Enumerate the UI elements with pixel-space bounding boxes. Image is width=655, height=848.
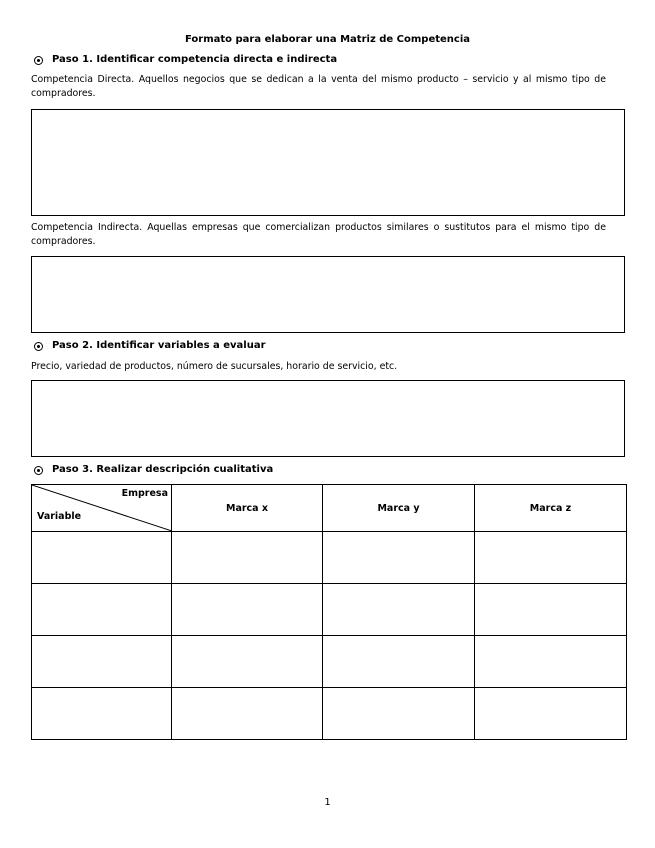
step-1-heading (34, 53, 337, 67)
table-row (32, 636, 627, 688)
table-cell[interactable] (32, 636, 172, 688)
step-1-heading-text: Paso 1. Identificar competencia directa e indirecta (52, 54, 338, 65)
variables-text: Precio, variedad de productos, número de sucursales, horario de servicio, etc. (31, 361, 398, 372)
step-3-heading (34, 463, 273, 477)
table-cell[interactable] (172, 688, 323, 740)
table-cell[interactable] (323, 688, 475, 740)
column-header-marca-z: Marca z (475, 485, 627, 532)
indirect-competition-text: Competencia Indirecta. Aquellas empresas que comercializan productos similares o sustitutos para el mismo tipo de compradores. (31, 222, 606, 247)
table-cell[interactable] (172, 584, 323, 636)
table-cell[interactable] (172, 636, 323, 688)
table-row (32, 584, 627, 636)
radio-bullet-icon (34, 466, 43, 475)
competition-matrix (31, 484, 627, 740)
radio-bullet-icon (34, 342, 43, 351)
table-cell[interactable] (32, 532, 172, 584)
corner-label-variable: Variable (37, 511, 82, 522)
column-header-marca-y: Marca y (323, 485, 475, 532)
radio-bullet-icon (34, 56, 43, 65)
matrix-header-row (32, 485, 627, 532)
table-cell[interactable] (32, 584, 172, 636)
direct-competition-box[interactable] (31, 109, 625, 216)
variables-box[interactable] (31, 380, 625, 457)
table-cell[interactable] (172, 532, 323, 584)
matrix-corner-cell (32, 485, 172, 532)
table-cell[interactable] (323, 636, 475, 688)
document-title: Formato para elaborar una Matriz de Competencia (184, 34, 471, 45)
column-header-marca-x: Marca x (172, 485, 323, 532)
table-cell[interactable] (323, 532, 475, 584)
table-row (32, 532, 627, 584)
step-2-heading-text: Paso 2. Identificar variables a evaluar (52, 340, 266, 351)
table-cell[interactable] (475, 636, 627, 688)
table-cell[interactable] (475, 584, 627, 636)
table-cell[interactable] (475, 532, 627, 584)
corner-label-empresa: Empresa (121, 488, 168, 499)
direct-competition-text: Competencia Directa. Aquellos negocios que se dedican a la venta del mismo producto – servicio y al mismo tipo de compradores. (31, 74, 606, 99)
step-3-heading-text: Paso 3. Realizar descripción cualitativa (52, 464, 274, 475)
table-cell[interactable] (323, 584, 475, 636)
table-row (32, 688, 627, 740)
table-cell[interactable] (475, 688, 627, 740)
table-cell[interactable] (32, 688, 172, 740)
page-number: 1 (324, 797, 331, 808)
step-2-heading (34, 339, 266, 353)
indirect-competition-box[interactable] (31, 256, 625, 333)
